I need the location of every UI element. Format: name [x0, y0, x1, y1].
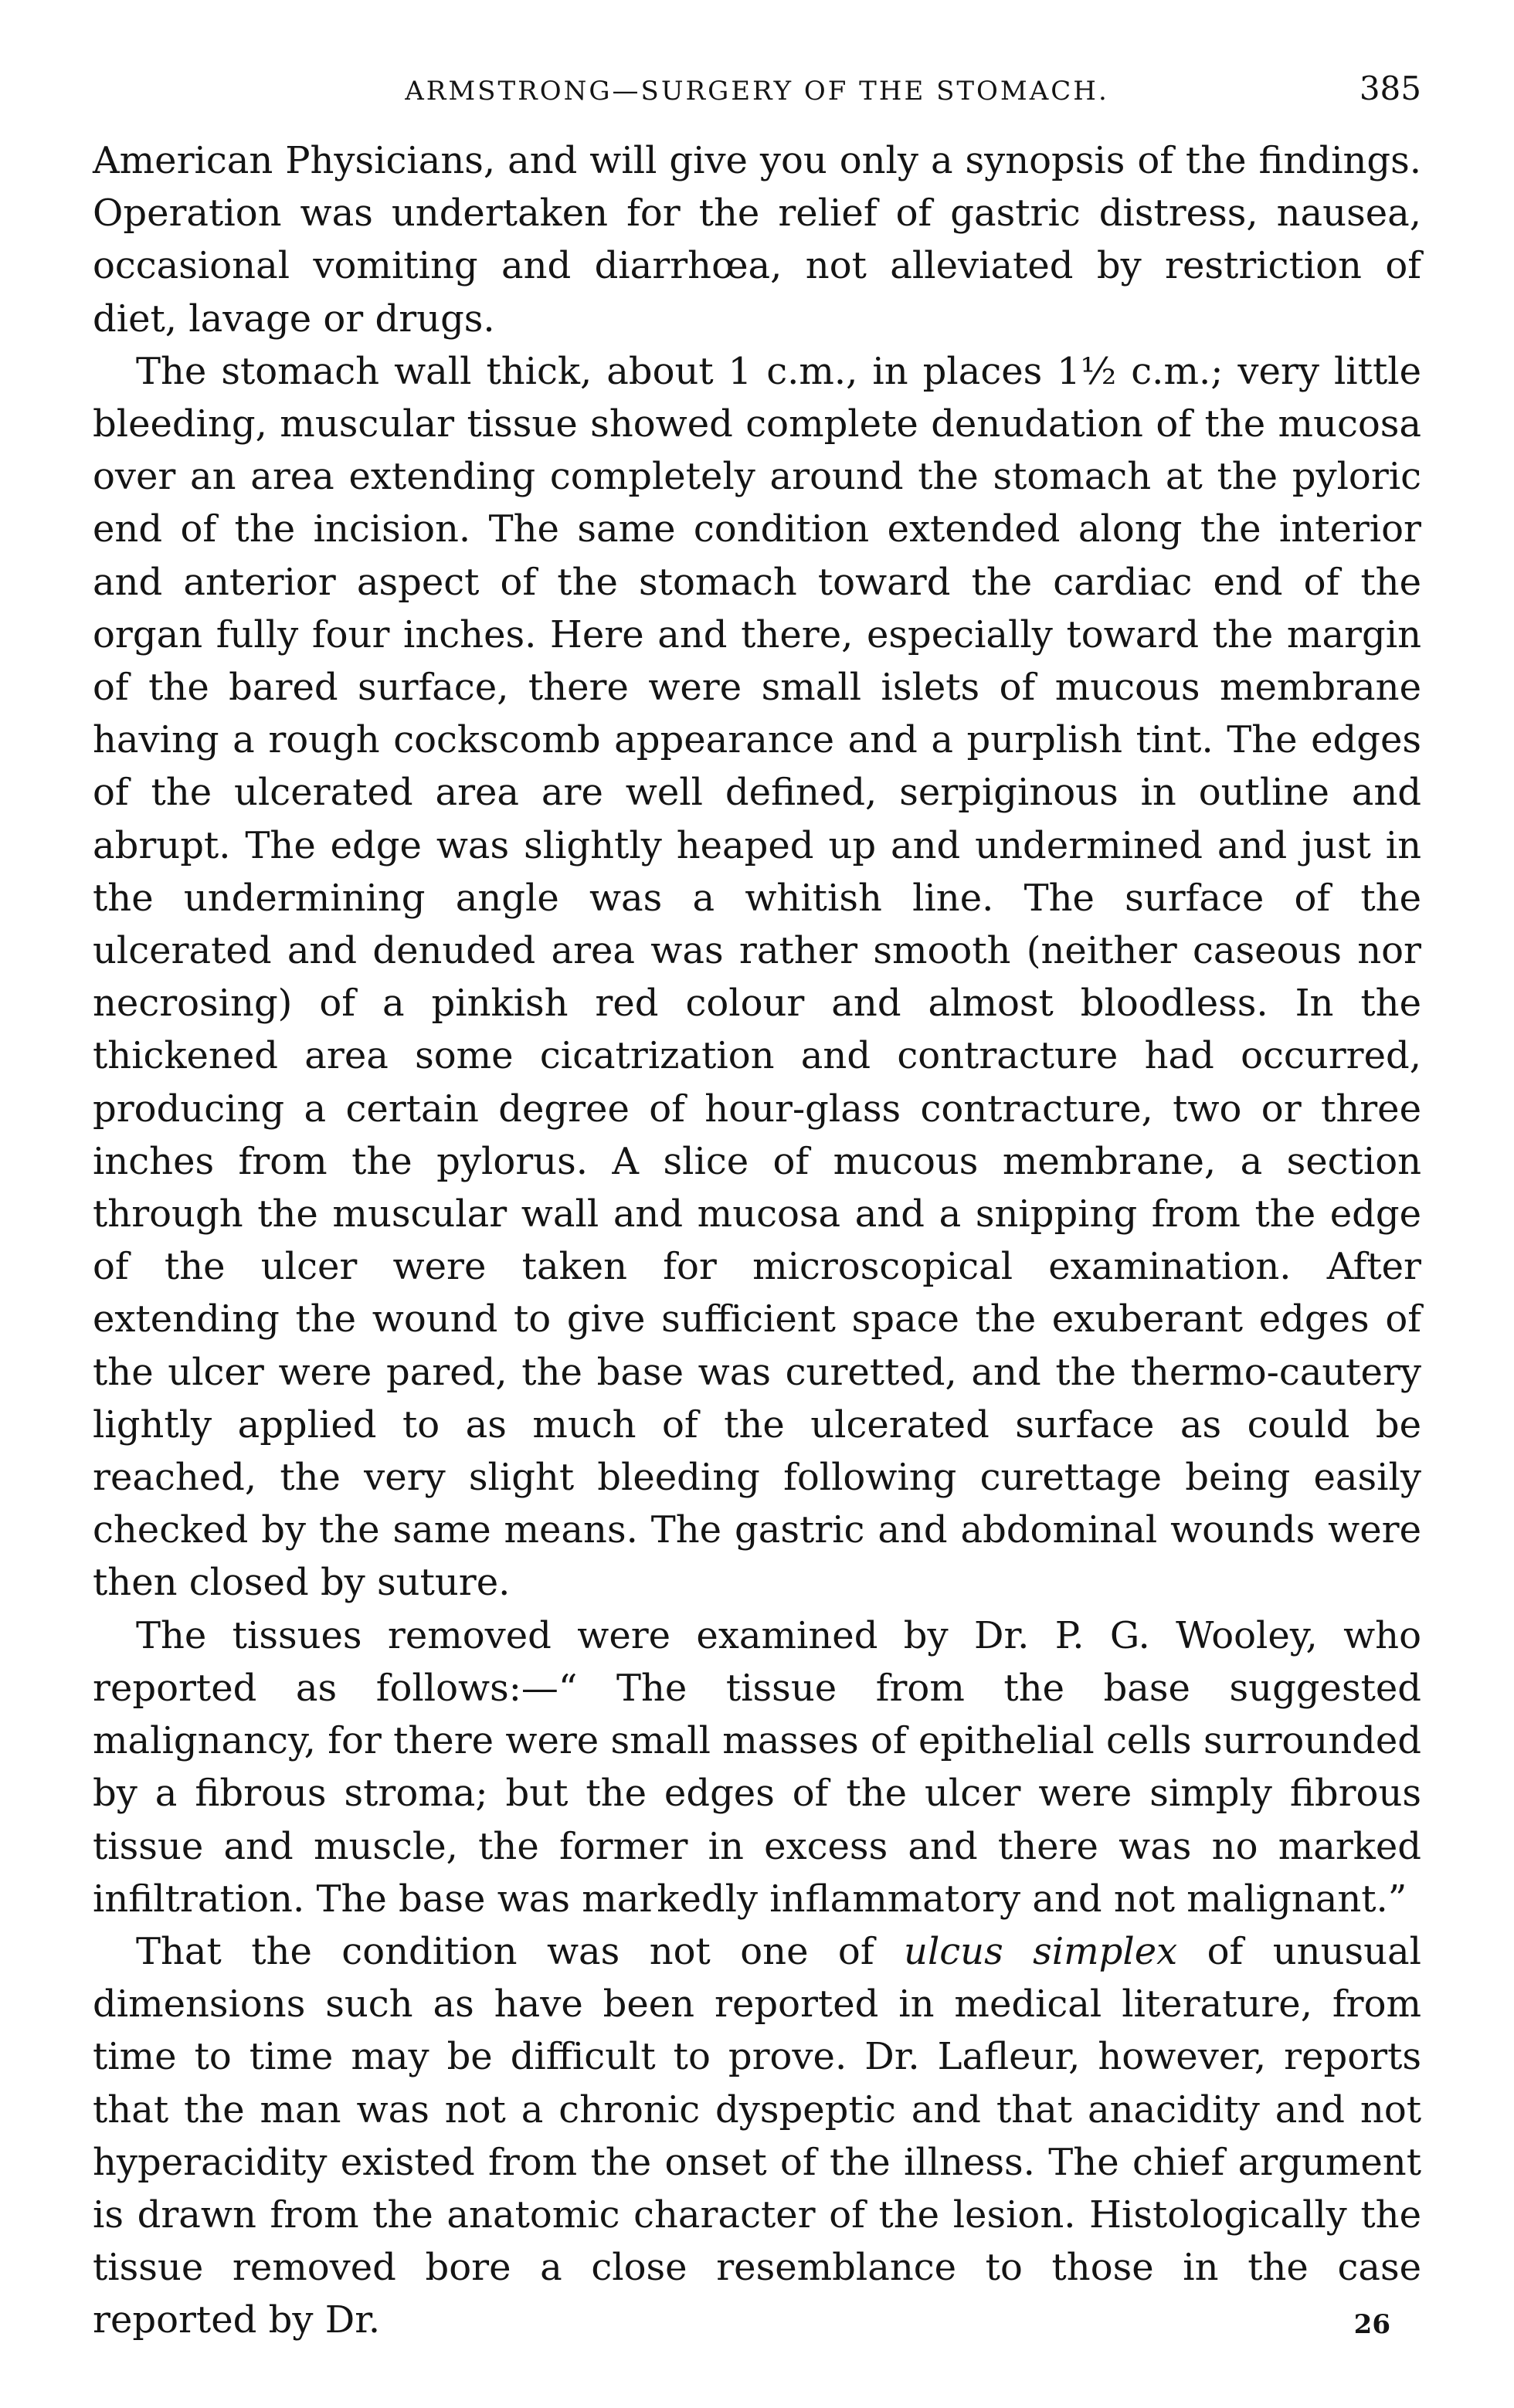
- paragraph-discussion: [93, 1925, 1421, 2347]
- page-number: 385: [1359, 70, 1421, 107]
- paragraph-operative-description: The stomach wall thick, about 1 c.m., in places 1½ c.m.; very little bleeding, muscular tissue showed complete denudation of the mucosa over an area extending completely around the stomach at the pyloric end of the incision. The same condition extended along the interior and anterior aspect of the stomach toward the cardiac end of the organ fully four inches. Here and there, especially toward the margin of the bared surface, there were small islets of mucous membrane having a rough cockscomb appearance and a purplish tint. The edges of the ulcerated area are well defined, serpiginous in outline and abrupt. The edge was slightly heaped up and undermined and just in the undermining angle was a whitish line. The surface of the ulcerated and denuded area was rather smooth (neither caseous nor necrosing) of a pinkish red colour and almost bloodless. In the thickened area some cicatrization and contracture had occurred, producing a certain degree of hour-glass contracture, two or three inches from the pylorus. A slice of mucous membrane, a section through the muscular wall and mucosa and a snipping from the edge of the ulcer were taken for microscopical examination. After extending the wound to give sufficient space the exuberant edges of the ulcer were pared, the base was curetted, and the thermo-cautery lightly applied to as much of the ulcerated surface as could be reached, the very slight bleeding following curettage being easily checked by the same means. The gastric and abdominal wounds were then closed by suture.: [93, 349, 1421, 1605]
- discussion-italic-term: ulcus simplex: [904, 1929, 1178, 1973]
- book-page: [93, 70, 1421, 2347]
- running-head: [93, 70, 1421, 124]
- discussion-text-end: of unusual dimensions such as have been reported in medical literature, from time to time may be difficult to prove. Dr. Lafleur, however, reports that the man was not a chronic dyspeptic and that anacidity and not hyperacidity existed from the onset of the illness. The chief argument is drawn from the anatomic character of the lesion. Histologically the tissue removed bore a close resemblance to those in the case reported by Dr.: [93, 1929, 1422, 2342]
- paragraph-pathology-report: The tissues removed were examined by Dr. P. G. Wooley, who reported as follows:—“ The tissue from the base suggested malignancy, for there were small masses of epithelial cells surrounded by a fibrous stroma; but the edges of the ulcer were simply fibrous tissue and muscle, the former in excess and there was no marked infiltration. The base was markedly inflammatory and not malignant.”: [93, 1613, 1421, 1921]
- signature-mark: 26: [1353, 2309, 1390, 2340]
- discussion-text-start: That the condition was not one of: [136, 1929, 905, 1973]
- running-title: ARMSTRONG—SURGERY OF THE STOMACH.: [405, 76, 1109, 107]
- paragraph-findings-intro: American Physicians, and will give you only a synopsis of the findings. Operation was undertaken for the relief of gastric distress, nausea, occasional vomiting and diarrhœa, not alleviated by restriction of diet, lavage or drugs.: [93, 139, 1421, 341]
